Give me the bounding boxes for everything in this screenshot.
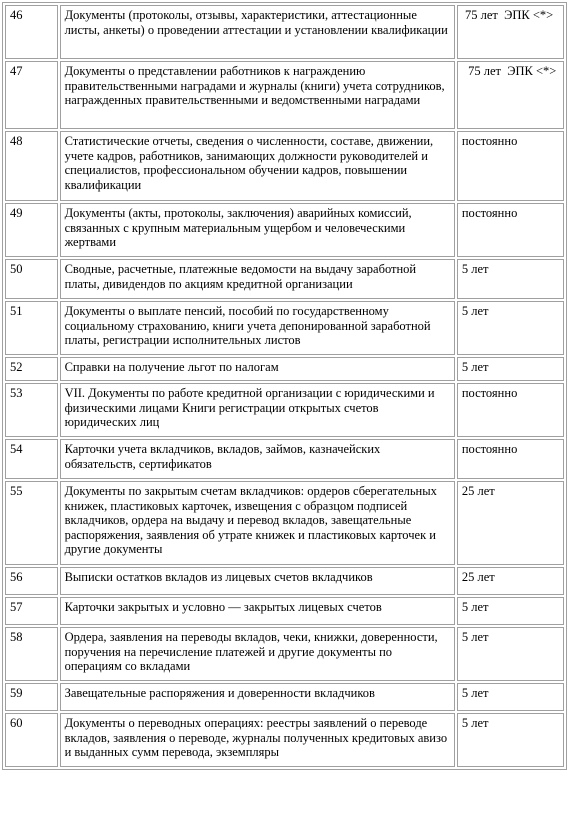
row-number: 55 — [5, 481, 58, 565]
row-number: 53 — [5, 383, 58, 437]
document-description: Выписки остатков вкладов из лицевых счетов вкладчиков — [60, 567, 455, 595]
row-number: 59 — [5, 683, 58, 711]
table-row — [5, 357, 564, 381]
row-number: 50 — [5, 259, 58, 299]
document-description: Завещательные распоряжения и доверенности вкладчиков — [60, 683, 455, 711]
retention-period: 25 лет — [457, 567, 564, 595]
table-row — [5, 597, 564, 625]
retention-period: 5 лет — [457, 597, 564, 625]
document-description: VII. Документы по работе кредитной организации с юридическими и физическими лицами Книги регистрации открытых счетов юридических лиц — [60, 383, 455, 437]
row-number: 46 — [5, 5, 58, 59]
retention-period: 5 лет — [457, 301, 564, 355]
retention-period: постоянно — [457, 439, 564, 479]
table-row — [5, 683, 564, 711]
row-number: 51 — [5, 301, 58, 355]
retention-period: 5 лет — [457, 357, 564, 381]
table-row — [5, 203, 564, 257]
row-number: 47 — [5, 61, 58, 129]
retention-period: 5 лет — [457, 627, 564, 681]
table-row — [5, 131, 564, 201]
document-description: Сводные, расчетные, платежные ведомости на выдачу заработной платы, дивидендов по акциям кредитной организации — [60, 259, 455, 299]
table-row — [5, 5, 564, 59]
retention-period: постоянно — [457, 383, 564, 437]
table-row — [5, 567, 564, 595]
document-description: Ордера, заявления на переводы вкладов, чеки, книжки, доверенности, поручения на перечисление платежей и другие документы по операциям со вкладами — [60, 627, 455, 681]
row-number: 60 — [5, 713, 58, 767]
retention-period: 75 лет ЭПК <*> — [457, 5, 564, 59]
table-row — [5, 259, 564, 299]
retention-period: 25 лет — [457, 481, 564, 565]
document-description: Документы (акты, протоколы, заключения) аварийных комиссий, связанных с крупным материальным ущербом и человеческими жертвами — [60, 203, 455, 257]
retention-period: постоянно — [457, 131, 564, 201]
document-description: Справки на получение льгот по налогам — [60, 357, 455, 381]
document-description: Статистические отчеты, сведения о численности, составе, движении, учете кадров, работников, занимающих должности руководителей и специалистов, профессиональном обучении кадров, повышении квалификации — [60, 131, 455, 201]
document-description: Карточки учета вкладчиков, вкладов, займов, казначейских обязательств, сертификатов — [60, 439, 455, 479]
table-row — [5, 713, 564, 767]
document-description: Карточки закрытых и условно — закрытых лицевых счетов — [60, 597, 455, 625]
table-row — [5, 627, 564, 681]
retention-period: 5 лет — [457, 683, 564, 711]
row-number: 57 — [5, 597, 58, 625]
table-row — [5, 481, 564, 565]
row-number: 56 — [5, 567, 58, 595]
row-number: 58 — [5, 627, 58, 681]
retention-period: 5 лет — [457, 713, 564, 767]
retention-period: 5 лет — [457, 259, 564, 299]
records-table-body — [5, 5, 564, 767]
row-number: 54 — [5, 439, 58, 479]
retention-period: 75 лет ЭПК <*> — [457, 61, 564, 129]
retention-period: постоянно — [457, 203, 564, 257]
records-retention-table — [2, 2, 567, 770]
row-number: 49 — [5, 203, 58, 257]
document-description: Документы о выплате пенсий, пособий по государственному социальному страхованию, книги учета депонированной заработной платы, регистрации исполнительных листов — [60, 301, 455, 355]
table-row — [5, 439, 564, 479]
document-description: Документы по закрытым счетам вкладчиков: ордеров сберегательных книжек, пластиковых карточек, извещения с образцом подписей вкладчиков, ордера на выдачу и перевод вкладов, завещательные распоряжения, заявления об утрате книжек и пластиковых карточек и другие документы — [60, 481, 455, 565]
document-description: Документы о представлении работников к награждению правительственными наградами и журналы (книги) учета сотрудников, награжденных правительственными и ведомственными наградами — [60, 61, 455, 129]
row-number: 52 — [5, 357, 58, 381]
row-number: 48 — [5, 131, 58, 201]
table-row — [5, 61, 564, 129]
table-row — [5, 383, 564, 437]
table-row — [5, 301, 564, 355]
document-description: Документы (протоколы, отзывы, характеристики, аттестационные листы, анкеты) о проведении аттестации и установлении квалификации — [60, 5, 455, 59]
document-description: Документы о переводных операциях: реестры заявлений о переводе вкладов, заявления о переводе, журналы полученных кредитовых авизо и выданных сумм перевода, экземпляры — [60, 713, 455, 767]
